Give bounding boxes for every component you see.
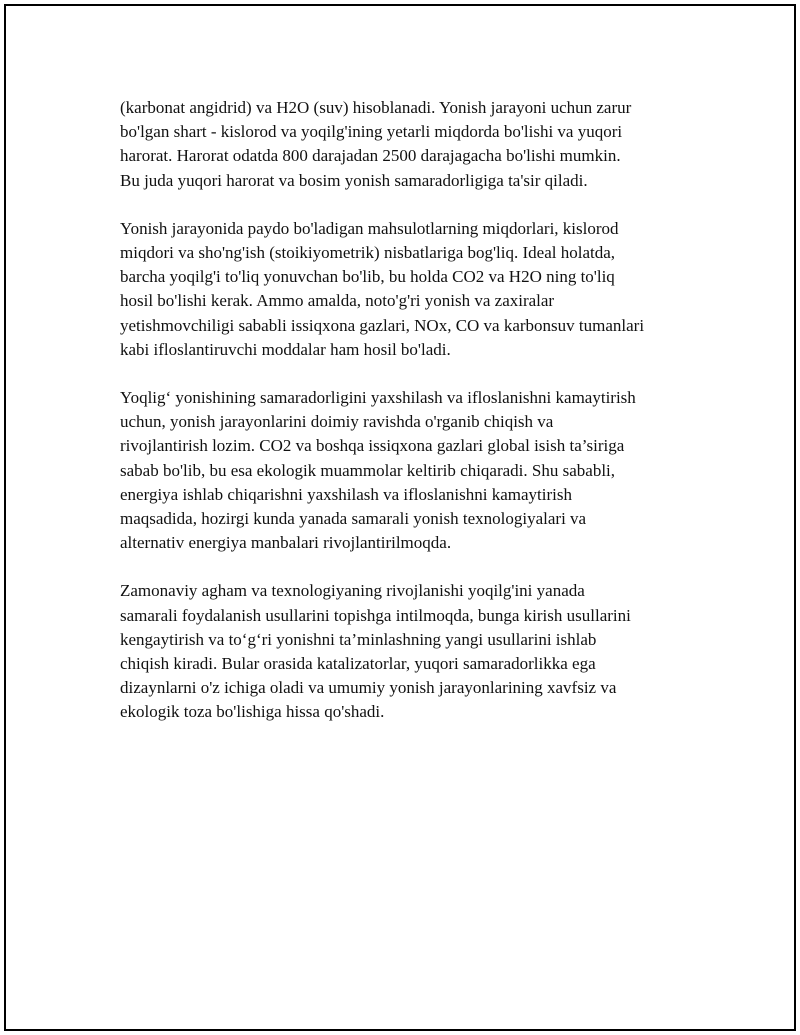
text-line: bo'lgan shart - kislorod va yoqilg'ining yetarli miqdorda bo'lishi va yuqori <box>120 122 623 142</box>
text-line: hosil bo'lishi kerak. Ammo amalda, noto'g'ri yonish va zaxiralar <box>120 291 555 311</box>
text-line: uchun, yonish jarayonlarini doimiy ravishda o'rganib chiqish va <box>120 412 554 432</box>
text-line: (karbonat angidrid) va H2O (suv) hisoblanadi. Yonish jarayoni uchun zarur <box>120 98 632 117</box>
paragraph-1 <box>120 96 700 193</box>
text-line: miqdori va sho'ng'ish (stoikiyometrik) nisbatlariga bog'liq. Ideal holatda, <box>120 243 616 263</box>
paragraph-4 <box>120 579 700 724</box>
text-line: barcha yoqilg'i to'liq yonuvchan bo'lib, bu holda CO2 va H2O ning to'liq <box>120 267 615 287</box>
text-line: Bu juda yuqori harorat va bosim yonish samaradorligiga ta'sir qiladi. <box>120 170 588 190</box>
text-line: dizaynlarni o'z ichiga oladi va umumiy yonish jarayonlarining xavfsiz va <box>120 678 617 698</box>
text-line: kabi ifloslantiruvchi moddalar ham hosil bo'ladi. <box>120 339 451 359</box>
paragraph-2 <box>120 217 700 362</box>
text-line: ekologik toza bo'lishiga hissa qo'shadi. <box>120 702 385 722</box>
text-line: sabab bo'lib, bu esa ekologik muammolar keltirib chiqaradi. Shu sababli, <box>120 460 616 480</box>
document-page <box>4 4 796 1031</box>
document-body <box>120 96 700 749</box>
paragraph-3 <box>120 386 700 555</box>
text-line: Yonish jarayonida paydo bo'ladigan mahsulotlarning miqdorlari, kislorod <box>120 218 619 238</box>
text-line: Zamonaviy agham va texnologiyaning rivojlanishi yoqilg'ini yanada <box>120 581 585 601</box>
text-line: alternativ energiya manbalari rivojlantirilmoqda. <box>120 533 452 553</box>
text-line: samarali foydalanish usullarini topishga intilmoqda, bunga kirish usullarini <box>120 605 631 625</box>
text-line: rivojlantirish lozim. CO2 va boshqa issiqxona gazlari global isish ta’siriga <box>120 436 625 456</box>
text-line: kengaytirish va to‘g‘ri yonishni ta’minlashning yangi usullarini ishlab <box>120 629 597 649</box>
text-line: Yoqlig‘ yonishining samaradorligini yaxshilash va ifloslanishni kamaytirish <box>120 388 636 408</box>
text-line: harorat. Harorat odatda 800 darajadan 2500 darajagacha bo'lishi mumkin. <box>120 146 621 166</box>
text-line: maqsadida, hozirgi kunda yanada samarali yonish texnologiyalari va <box>120 509 587 529</box>
text-line: energiya ishlab chiqarishni yaxshilash va ifloslanishni kamaytirish <box>120 484 572 504</box>
text-line: yetishmovchiligi sababli issiqxona gazlari, NOx, CO va karbonsuv tumanlari <box>120 315 645 335</box>
text-line: chiqish kiradi. Bular orasida katalizatorlar, yuqori samaradorlikka ega <box>120 654 596 674</box>
